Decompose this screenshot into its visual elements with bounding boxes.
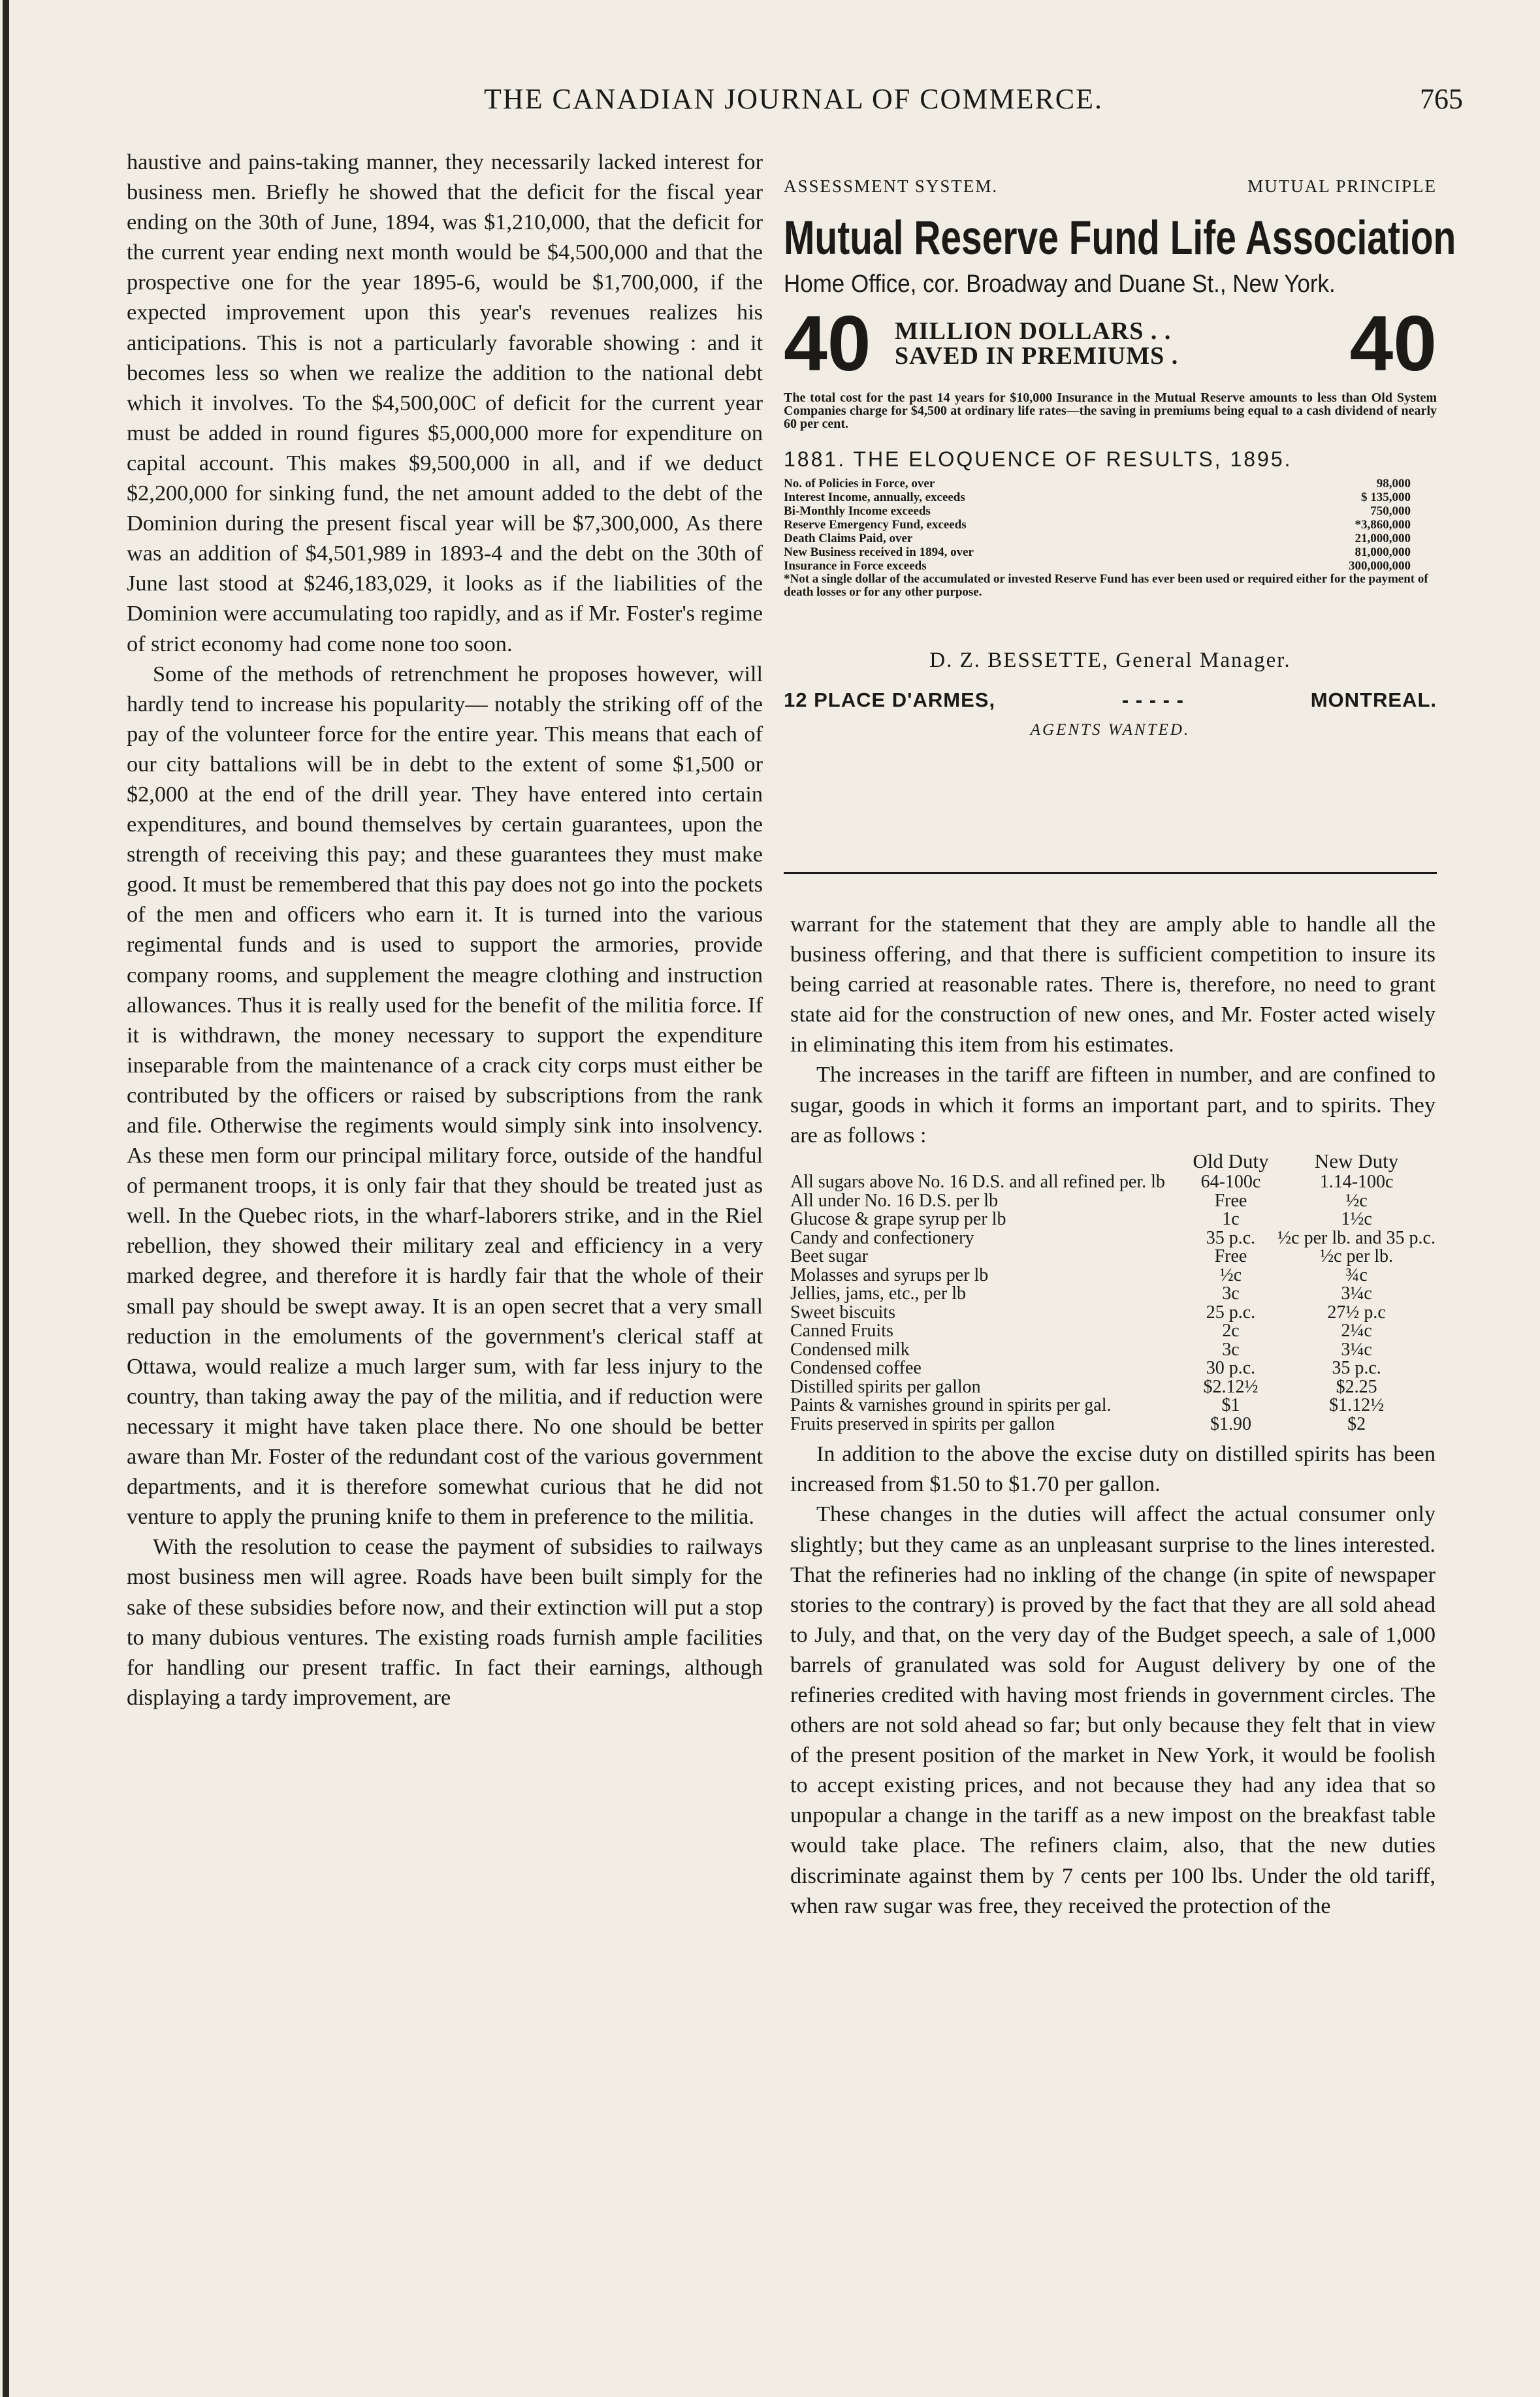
duty-item: Sweet biscuits (790, 1302, 895, 1323)
duty-row (790, 1192, 1436, 1211)
ad-city: MONTREAL. (1310, 688, 1437, 711)
ad-principle: MUTUAL PRINCIPLE (1247, 176, 1437, 196)
result-row (784, 477, 1411, 491)
duty-item: Beet sugar (790, 1246, 868, 1267)
duty-old: 3c (1222, 1339, 1240, 1360)
duty-row (790, 1173, 1436, 1192)
result-value: $ 135,000 (1361, 491, 1411, 504)
duty-item: Molasses and syrups per lb (790, 1264, 989, 1285)
result-row (784, 504, 1411, 518)
duty-item: All sugars above No. 16 D.S. and all refined per. lb (790, 1172, 1165, 1193)
result-label: Reserve Emergency Fund, exceeds (784, 518, 967, 532)
duty-row (790, 1341, 1436, 1360)
duty-item: Fruits preserved in spirits per gallon (790, 1413, 1055, 1434)
ad-results-heading: 1881. THE ELOQUENCE OF RESULTS, 1895. (784, 447, 1292, 471)
duty-old: Free (1214, 1246, 1247, 1267)
paragraph: haustive and pains-taking manner, they necessarily lacked interest for business men. Briefly he showed that the deficit for the fiscal year ending on the 30th of June, 1894, was $1,210,000, that the deficit for the current year ending next month would be $4,500,000 and that the prospective one for the year 1895-6, would be $1,700,000, if the expected improvement upon this year's revenues realizes his anticipations. This is not a particularly favorable showing : and it becomes less so when we realize the addition to the national debt which it involves. To the $4,500,00C of deficit for the current year must be added in round figures $5,000,000 more for expenditure on capital account. This makes $9,500,000 in all, and if we deduct $2,200,000 for sinking fund, the net amount added to the debt of the Dominion during the present fiscal year will be $7,300,000, As there was an addition of $4,501,989 in 1893-4 and the debt on the 30th of June last stood at $246,183,029, it looks as if the liabilities of the Dominion were accumulating too rapidly, and as if Mr. Foster's regime of strict economy had come none too soon. (127, 150, 763, 656)
paragraph: With the resolution to cease the payment of subsidies to railways most business men will agree. Roads have been built simply for the sake of these subsidies before now, and their extinction will put a stop to many dubious ventures. The existing roads furnish ample facilities for handling our present traffic. In fact their earnings, although displaying a tardy improvement, are (127, 1534, 763, 1710)
duty-row (790, 1210, 1436, 1229)
duty-new: $1.12½ (1329, 1395, 1385, 1416)
result-label: Death Claims Paid, over (784, 532, 913, 545)
paragraph: In addition to the above the excise duty on distilled spirits has been increased from $1.50 to $1.70 per gallon. (790, 1441, 1436, 1497)
left-column (127, 147, 763, 1713)
result-value: *3,860,000 (1355, 518, 1411, 532)
duty-new: 3¼c (1341, 1283, 1372, 1304)
duty-row (790, 1359, 1436, 1378)
result-row (784, 545, 1411, 559)
paragraph: Some of the methods of retrenchment he proposes however, will hardly tend to increase his popularity— notably the striking off of the pay of the volunteer force for the entire year. This means that each of our city battalions will be in debt to the extent of some $1,500 or $2,000 at the end of the drill year. They have entered into certain expenditures, and bound themselves by certain guarantees, upon the strength of receiving this pay; and these guarantees they must make good. It must be remembered that this pay does not go into the pockets of the men and officers who earn it. It is turned into the various regimental funds and is used to support the armories, provide company rooms, and supplement the meagre clothing and instruction allowances. Thus it is really used for the benefit of the militia force. If it is withdrawn, the money necessary to support the expenditure inseparable from the maintenance of a crack city corps must either be contributed by the officers or raised by subscriptions from the rank and file. Otherwise the regiments would simply sink into insolvency. As these men form our principal military force, outside of the handful of permanent troops, it is only fair that they should be treated just as well. In the Quebec riots, in the wharf-laborers strike, and in the Riel rebellion, they showed their military zeal and efficiency in a very marked degree, and therefore it is hardly fair that the whole of their small pay should be swept away. It is an open secret that a very small reduction in the emoluments of the government's clerical staff at Ottawa, would realize a much larger sum, with far less injury to the country, than taking away the pay of the militia, and if reduction were necessary it might have taken place there. No one should be better aware than Mr. Foster of the redundant cost of the various government departments, and it is therefore somewhat curious that he did not venture to apply the pruning knife to them in preference to the militia. (127, 661, 763, 1530)
duty-new: $2.25 (1336, 1376, 1377, 1397)
ad-forty-left: 40 (784, 300, 871, 387)
duty-row (790, 1415, 1436, 1434)
duty-item: Jellies, jams, etc., per lb (790, 1283, 967, 1304)
result-label: New Business received in 1894, over (784, 545, 974, 559)
duty-old: 64-100c (1200, 1172, 1261, 1193)
duty-row (790, 1322, 1436, 1341)
duty-old: 2c (1222, 1321, 1240, 1342)
result-row (784, 491, 1411, 504)
duty-old: ½c (1219, 1264, 1242, 1285)
ad-small-text: The total cost for the past 14 years for $10,000 Insurance in the Mutual Reserve amounts to less than Old System Companies charge for $4,500 at ordinary life rates—the saving in premiums being equal to a cash dividend of nearly 60 per cent. (784, 391, 1437, 431)
ad-office: Home Office, cor. Broadway and Duane St., New York. (784, 270, 1336, 298)
ad-system: ASSESSMENT SYSTEM. (784, 176, 999, 196)
duty-row (790, 1285, 1436, 1304)
ad-million-line2: SAVED IN PREMIUMS . (895, 342, 1179, 370)
duty-row (790, 1396, 1436, 1415)
ad-agents-wanted: AGENTS WANTED. (1030, 721, 1191, 739)
duty-row (790, 1247, 1436, 1266)
right-column (790, 909, 1436, 1921)
duty-old: $1 (1221, 1395, 1240, 1416)
duty-row (790, 1304, 1436, 1323)
paragraph: The increases in the tariff are fifteen in number, and are confined to sugar, goods in which it forms an important part, and to spirits. They are as follows : (790, 1062, 1436, 1148)
duty-row (790, 1378, 1436, 1397)
paragraph: warrant for the statement that they are amply able to handle all the business offering, and that there is sufficient competition to insure its being carried at reasonable rates. There is, therefore, no need to grant state aid for the construction of new ones, and Mr. Foster acted wisely in eliminating this item from his estimates. (790, 912, 1436, 1057)
result-label: Bi-Monthly Income exceeds (784, 504, 931, 518)
duty-new: 2¼c (1341, 1321, 1372, 1342)
duty-row (790, 1266, 1436, 1285)
duty-new: ½c (1345, 1190, 1368, 1211)
result-row (784, 518, 1411, 532)
ad-address-dashes: - - - - - (1121, 688, 1184, 711)
page-header (124, 78, 1463, 118)
duty-item: Condensed milk (790, 1339, 910, 1360)
advertisement (784, 176, 1456, 739)
duty-item: Candy and confectionery (790, 1227, 974, 1248)
duty-new: 35 p.c. (1332, 1358, 1381, 1379)
result-row (784, 532, 1411, 545)
ad-manager: D. Z. BESSETTE, General Manager. (929, 649, 1291, 672)
ad-forty-right: 40 (1349, 300, 1437, 387)
duty-new: $2 (1347, 1413, 1366, 1434)
duty-item: Paints & varnishes ground in spirits per gal. (790, 1395, 1112, 1416)
duty-old: 35 p.c. (1206, 1227, 1256, 1248)
ad-note: *Not a single dollar of the accumulated or invested Reserve Fund has ever been used or required either for the payment of death losses or for any other purpose. (784, 572, 1428, 599)
result-value: 300,000,000 (1349, 559, 1411, 573)
duty-new: 1½c (1341, 1209, 1372, 1230)
duty-item: Canned Fruits (790, 1321, 893, 1342)
duty-new: ½c per lb. (1320, 1246, 1394, 1267)
duty-item: Glucose & grape syrup per lb (790, 1209, 1006, 1230)
page-number: 765 (1420, 83, 1463, 115)
paragraph: These changes in the duties will affect the actual consumer only slightly; but they came as an unpleasant surprise to the lines interested. That the refineries had no inkling of the change (in spite of newspaper stories to the contrary) is proved by the fact that they are all sold ahead to July, and that, on the very day of the Budget speech, a sale of 1,000 barrels of granulated was sold for August delivery by one of the refineries credited with having most friends in government circles. The others are not sold ahead so far; but only because they felt that in view of the present position of the market in New York, it would be foolish to accept existing prices, and not because they had any idea that so unpopular a change in the tariff as a new impost on the breakfast table would take place. The refiners claim, also, that the new duties discriminate against them by 7 cents per 100 lbs. Under the old tariff, when raw sugar was free, they received the protection of the (790, 1502, 1436, 1918)
duty-new: ½c per lb. and 35 p.c. (1277, 1227, 1436, 1248)
result-label: No. of Policies in Force, over (784, 477, 935, 491)
duty-table (790, 1151, 1436, 1434)
result-value: 750,000 (1370, 504, 1411, 518)
ad-company-name: Mutual Reserve Fund Life Association (784, 212, 1456, 265)
duty-new: ¾c (1345, 1264, 1368, 1285)
duty-new: 3¼c (1341, 1339, 1372, 1360)
ad-results-table (784, 477, 1411, 573)
duty-item: Distilled spirits per gallon (790, 1376, 981, 1397)
result-label: Interest Income, annually, exceeds (784, 491, 965, 504)
col-new-duty: New Duty (1314, 1149, 1399, 1172)
ad-divider (784, 872, 1437, 874)
duty-old: 30 p.c. (1206, 1358, 1256, 1379)
duty-old: Free (1214, 1190, 1247, 1211)
duty-item: All under No. 16 D.S. per lb (790, 1190, 999, 1211)
duty-old: 25 p.c. (1206, 1302, 1256, 1323)
col-old-duty: Old Duty (1193, 1149, 1269, 1172)
journal-title: THE CANADIAN JOURNAL OF COMMERCE. (483, 83, 1104, 115)
duty-item: Condensed coffee (790, 1358, 922, 1379)
scan-edge (3, 0, 9, 2397)
duty-old: 3c (1222, 1283, 1240, 1304)
duty-row (790, 1229, 1436, 1248)
result-value: 81,000,000 (1355, 545, 1411, 559)
duty-new: 27½ p.c (1327, 1302, 1386, 1323)
duty-old: $2.12½ (1203, 1376, 1259, 1397)
result-row (784, 559, 1411, 573)
ad-address: 12 PLACE D'ARMES, (784, 688, 996, 711)
ad-million-line1: MILLION DOLLARS . . (895, 317, 1172, 345)
duty-old: $1.90 (1210, 1413, 1251, 1434)
result-label: Insurance in Force exceeds (784, 559, 927, 573)
duty-new: 1.14-100c (1319, 1172, 1394, 1193)
duty-old: 1c (1222, 1209, 1240, 1230)
result-value: 21,000,000 (1355, 532, 1411, 545)
result-value: 98,000 (1376, 477, 1411, 491)
